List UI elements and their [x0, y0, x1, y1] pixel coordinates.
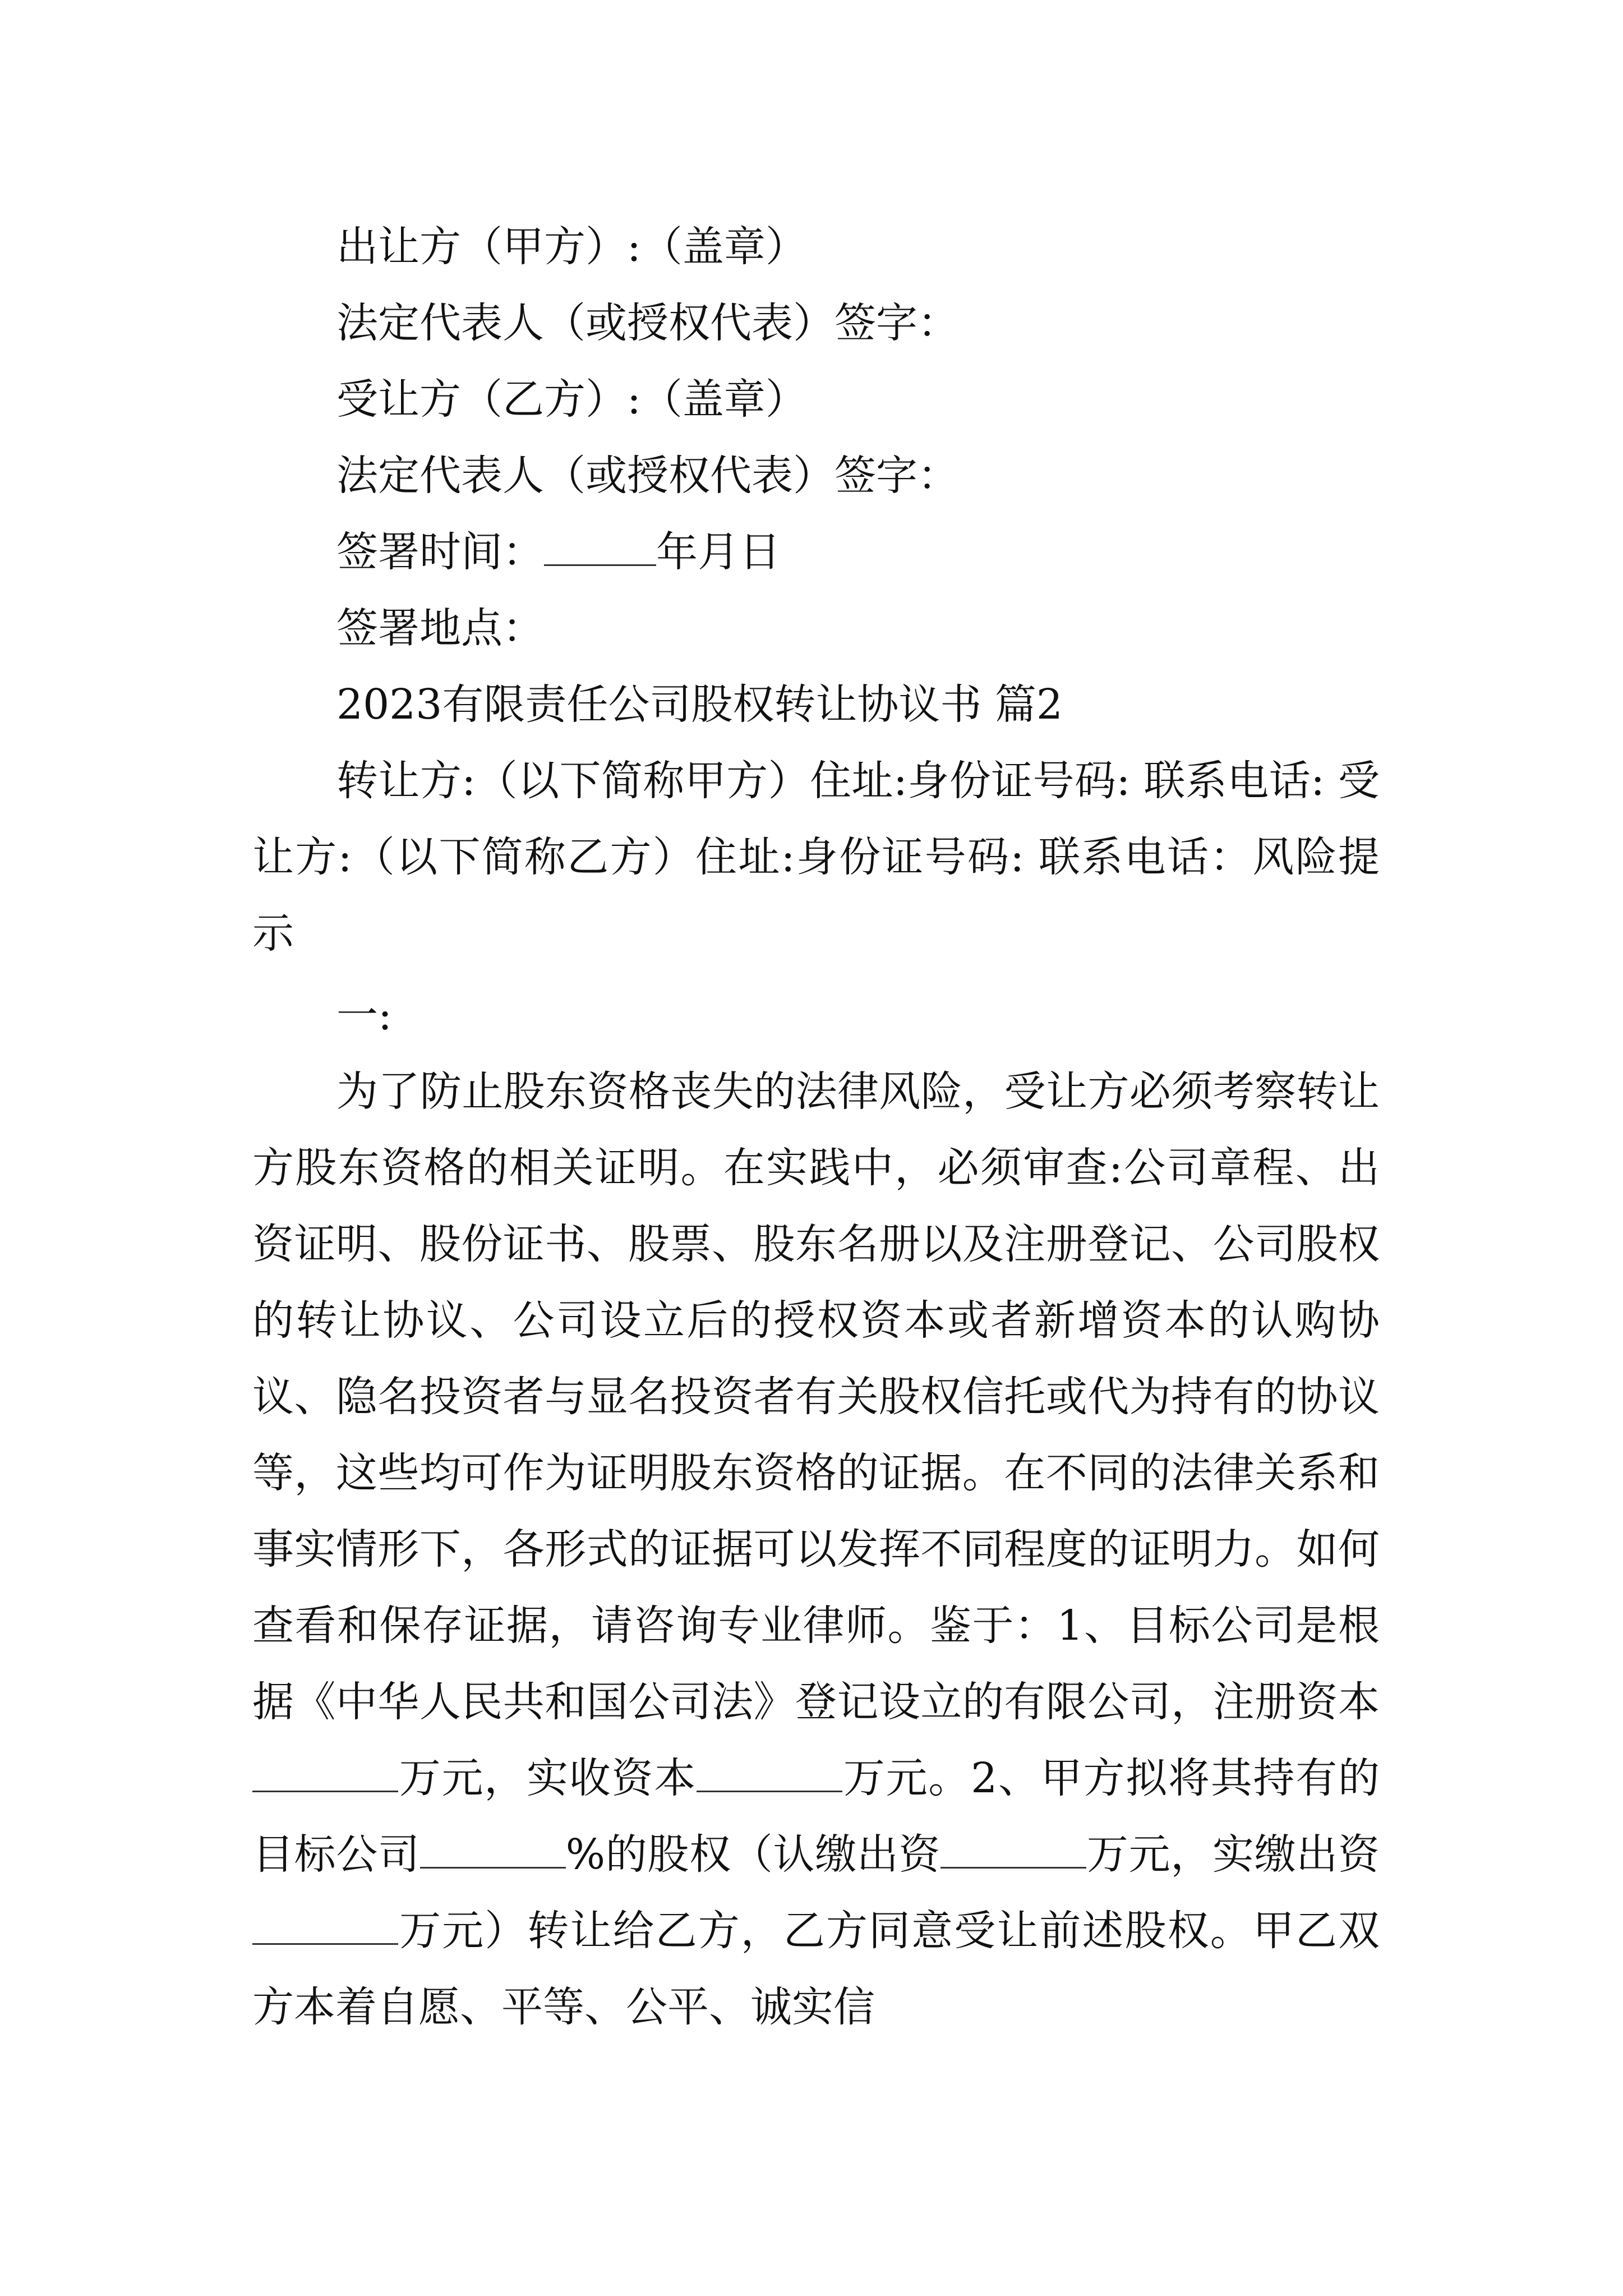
- equity-percent-blank: [420, 1828, 566, 1869]
- registered-capital-blank: [252, 1751, 398, 1792]
- paid-capital-blank: [252, 1904, 398, 1945]
- body-text-3: 万元。2、甲方拟将其持有的目标公司: [252, 1754, 1380, 1879]
- party-a-seal-line: 出让方（甲方）:（盖章）: [336, 223, 807, 271]
- subscribed-capital-blank: [940, 1828, 1086, 1869]
- body-text-1: 为了防止股东资格丧失的法律风险，受让方必须考察转让方股东资格的相关证明。在实践中，必须审查:公司章程、出资证明、股份证书、股票、股东名册以及注册登记、公司股权的转让协议、公司设立后的授权资本或者新增资本的认购协议、隐名投资者与显名投资者有关股权信托或代为持有的协议等，这些均可作为证明股东资格的证据。在不同的法律关系和事实情形下，各形式的证据可以发挥不同程度的证明力。如何查看和保存证据，请咨询专业律师。鉴于：1、目标公司是根据《中华人民共和国公司法》登记设立的有限公司，注册资本: [252, 1068, 1380, 1726]
- body-text-2: 万元，实收资本: [398, 1754, 697, 1802]
- parties-paragraph: 转让方:（以下简称甲方）住址:身份证号码: 联系电话: 受让方:（以下简称乙方）住址:身份证号码: 联系电话：风险提示: [252, 757, 1380, 958]
- body-paragraph: [252, 1053, 1380, 2045]
- document-content: [252, 209, 1380, 2045]
- section-title: 2023有限责任公司股权转让协议书 篇2: [336, 680, 1063, 729]
- sign-time-label: 签署时间：: [336, 528, 544, 576]
- sign-time-line: [252, 514, 1380, 590]
- sign-time-blank: [544, 525, 656, 566]
- body-text-6: 万元）转让给乙方，乙方同意受让前述股权。甲乙双方本着自愿、平等、公平、诚实信: [252, 1907, 1380, 2031]
- party-b-seal-line: 受让方（乙方）:（盖章）: [336, 375, 807, 424]
- body-text-5: 万元，实缴出资: [1086, 1830, 1380, 1879]
- party-a-representative-line: 法定代表人（或授权代表）签字：: [336, 299, 959, 347]
- party-b-representative-line: 法定代表人（或授权代表）签字：: [336, 452, 959, 500]
- sign-place-line: 签署地点：: [336, 604, 544, 652]
- body-text-4: %的股权（认缴出资: [565, 1830, 941, 1879]
- risk-index: 一:: [336, 991, 392, 1039]
- sign-time-suffix: 年月日: [656, 528, 781, 576]
- paid-in-capital-blank: [697, 1751, 842, 1792]
